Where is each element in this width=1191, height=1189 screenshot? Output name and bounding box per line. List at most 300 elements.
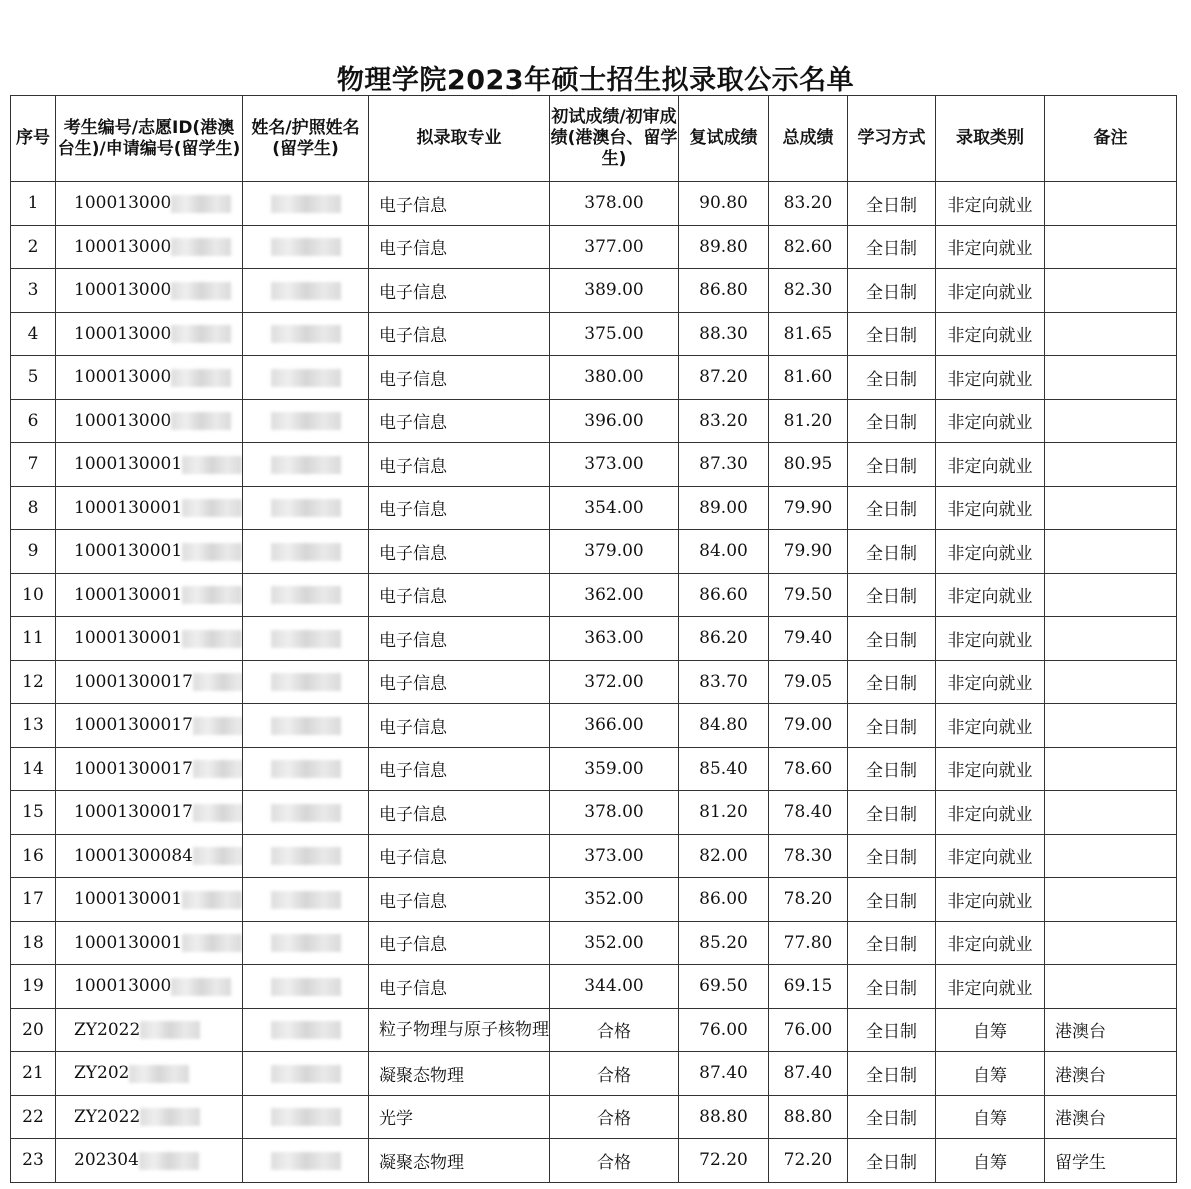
cell-prelim-score: 合格 <box>550 1008 679 1052</box>
cell-retest-score: 87.20 <box>679 356 769 400</box>
cell-retest-score: 83.20 <box>679 399 769 443</box>
cell-name-redacted <box>243 443 369 487</box>
redaction-blur <box>140 1021 200 1039</box>
cell-total-score: 79.90 <box>769 486 848 530</box>
cell-category: 非定向就业 <box>936 791 1045 835</box>
cell-major: 凝聚态物理 <box>369 1139 550 1183</box>
table-row <box>11 573 1177 617</box>
cell-prelim-score: 372.00 <box>550 660 679 704</box>
cell-candidate-id <box>56 791 243 835</box>
cell-retest-score: 90.80 <box>679 182 769 226</box>
cell-retest-score: 88.30 <box>679 312 769 356</box>
cell-total-score: 81.65 <box>769 312 848 356</box>
cell-study-mode: 全日制 <box>848 965 936 1009</box>
candidate-id-text: 100013000 <box>74 323 172 344</box>
cell-total-score: 81.60 <box>769 356 848 400</box>
cell-category: 非定向就业 <box>936 486 1045 530</box>
cell-study-mode: 全日制 <box>848 312 936 356</box>
cell-prelim-score: 373.00 <box>550 834 679 878</box>
cell-category: 非定向就业 <box>936 921 1045 965</box>
cell-name-redacted <box>243 269 369 313</box>
cell-candidate-id <box>56 660 243 704</box>
cell-name-redacted <box>243 399 369 443</box>
cell-prelim-score: 352.00 <box>550 921 679 965</box>
cell-name-redacted <box>243 1139 369 1183</box>
header-no: 序号 <box>11 96 56 182</box>
cell-candidate-id <box>56 747 243 791</box>
cell-prelim-score: 377.00 <box>550 225 679 269</box>
cell-total-score: 79.05 <box>769 660 848 704</box>
cell-total-score: 82.30 <box>769 269 848 313</box>
cell-category: 非定向就业 <box>936 530 1045 574</box>
redaction-blur <box>193 717 243 735</box>
candidate-id-text: 1000130001 <box>74 454 183 475</box>
cell-study-mode: 全日制 <box>848 617 936 661</box>
cell-category: 非定向就业 <box>936 965 1045 1009</box>
redaction-blur <box>193 847 243 865</box>
candidate-id-text: 10001300017 <box>74 671 193 692</box>
cell-total-score: 72.20 <box>769 1139 848 1183</box>
cell-total-score: 69.15 <box>769 965 848 1009</box>
cell-prelim-score: 375.00 <box>550 312 679 356</box>
cell-retest-score: 82.00 <box>679 834 769 878</box>
cell-note <box>1045 486 1177 530</box>
cell-prelim-score: 379.00 <box>550 530 679 574</box>
cell-note <box>1045 356 1177 400</box>
cell-total-score: 82.60 <box>769 225 848 269</box>
cell-study-mode: 全日制 <box>848 791 936 835</box>
header-name: 姓名/护照姓名(留学生) <box>243 96 369 182</box>
cell-no: 23 <box>11 1139 56 1183</box>
cell-retest-score: 76.00 <box>679 1008 769 1052</box>
cell-study-mode: 全日制 <box>848 660 936 704</box>
cell-major: 电子信息 <box>369 878 550 922</box>
cell-total-score: 79.40 <box>769 617 848 661</box>
cell-major: 电子信息 <box>369 573 550 617</box>
cell-no: 12 <box>11 660 56 704</box>
cell-note: 留学生 <box>1045 1139 1177 1183</box>
cell-study-mode: 全日制 <box>848 1008 936 1052</box>
cell-name-redacted <box>243 182 369 226</box>
redaction-blur <box>193 673 243 691</box>
table-row <box>11 356 1177 400</box>
cell-no: 16 <box>11 834 56 878</box>
cell-major: 电子信息 <box>369 704 550 748</box>
candidate-id-text: 10001300084 <box>74 845 193 866</box>
cell-major: 电子信息 <box>369 356 550 400</box>
cell-name-redacted <box>243 225 369 269</box>
cell-candidate-id <box>56 921 243 965</box>
cell-category: 非定向就业 <box>936 704 1045 748</box>
redaction-blur <box>271 847 341 865</box>
redaction-blur <box>271 1021 341 1039</box>
cell-category: 非定向就业 <box>936 182 1045 226</box>
candidate-id-text: 100013000 <box>74 367 172 388</box>
redaction-blur <box>271 760 341 778</box>
cell-retest-score: 84.00 <box>679 530 769 574</box>
redaction-blur <box>271 717 341 735</box>
cell-note <box>1045 878 1177 922</box>
cell-retest-score: 72.20 <box>679 1139 769 1183</box>
cell-total-score: 78.40 <box>769 791 848 835</box>
candidate-id-text: 10001300017 <box>74 715 193 736</box>
cell-retest-score: 87.40 <box>679 1052 769 1096</box>
cell-major: 电子信息 <box>369 791 550 835</box>
cell-note: 港澳台 <box>1045 1052 1177 1096</box>
cell-total-score: 79.90 <box>769 530 848 574</box>
cell-note <box>1045 965 1177 1009</box>
cell-name-redacted <box>243 1095 369 1139</box>
cell-category: 非定向就业 <box>936 443 1045 487</box>
cell-total-score: 80.95 <box>769 443 848 487</box>
table-row <box>11 1052 1177 1096</box>
cell-major: 电子信息 <box>369 660 550 704</box>
candidate-id-text: 1000130001 <box>74 932 183 953</box>
table-row <box>11 182 1177 226</box>
cell-category: 自筹 <box>936 1052 1045 1096</box>
cell-prelim-score: 396.00 <box>550 399 679 443</box>
redaction-blur <box>171 412 231 430</box>
cell-no: 5 <box>11 356 56 400</box>
cell-candidate-id <box>56 399 243 443</box>
redaction-blur <box>182 543 242 561</box>
cell-name-redacted <box>243 573 369 617</box>
cell-retest-score: 88.80 <box>679 1095 769 1139</box>
cell-study-mode: 全日制 <box>848 182 936 226</box>
cell-note <box>1045 269 1177 313</box>
cell-name-redacted <box>243 530 369 574</box>
cell-major: 电子信息 <box>369 399 550 443</box>
cell-candidate-id <box>56 878 243 922</box>
cell-no: 11 <box>11 617 56 661</box>
candidate-id-text: 10001300017 <box>74 802 193 823</box>
redaction-blur <box>271 499 341 517</box>
table-row <box>11 834 1177 878</box>
cell-no: 18 <box>11 921 56 965</box>
cell-category: 非定向就业 <box>936 573 1045 617</box>
cell-category: 非定向就业 <box>936 356 1045 400</box>
table-row <box>11 878 1177 922</box>
cell-no: 15 <box>11 791 56 835</box>
cell-retest-score: 87.30 <box>679 443 769 487</box>
cell-no: 6 <box>11 399 56 443</box>
cell-no: 2 <box>11 225 56 269</box>
table-row <box>11 486 1177 530</box>
cell-major: 凝聚态物理 <box>369 1052 550 1096</box>
cell-major: 电子信息 <box>369 921 550 965</box>
cell-prelim-score: 352.00 <box>550 878 679 922</box>
cell-prelim-score: 378.00 <box>550 791 679 835</box>
cell-major: 电子信息 <box>369 747 550 791</box>
table-row <box>11 1008 1177 1052</box>
header-major: 拟录取专业 <box>369 96 550 182</box>
cell-name-redacted <box>243 312 369 356</box>
cell-no: 14 <box>11 747 56 791</box>
cell-candidate-id <box>56 443 243 487</box>
redaction-blur <box>171 325 231 343</box>
cell-retest-score: 84.80 <box>679 704 769 748</box>
cell-total-score: 76.00 <box>769 1008 848 1052</box>
table-row <box>11 225 1177 269</box>
cell-study-mode: 全日制 <box>848 747 936 791</box>
cell-study-mode: 全日制 <box>848 399 936 443</box>
candidate-id-text: ZY2022 <box>74 1106 141 1127</box>
cell-major: 电子信息 <box>369 486 550 530</box>
cell-category: 自筹 <box>936 1095 1045 1139</box>
cell-candidate-id <box>56 704 243 748</box>
cell-note <box>1045 443 1177 487</box>
cell-prelim-score: 362.00 <box>550 573 679 617</box>
redaction-blur <box>271 673 341 691</box>
header-total-score: 总成绩 <box>769 96 848 182</box>
cell-total-score: 87.40 <box>769 1052 848 1096</box>
cell-major: 电子信息 <box>369 443 550 487</box>
cell-prelim-score: 389.00 <box>550 269 679 313</box>
cell-no: 19 <box>11 965 56 1009</box>
cell-prelim-score: 354.00 <box>550 486 679 530</box>
cell-major: 粒子物理与原子核物理 <box>369 1008 550 1052</box>
redaction-blur <box>182 891 242 909</box>
cell-total-score: 78.30 <box>769 834 848 878</box>
redaction-blur <box>271 456 341 474</box>
cell-no: 17 <box>11 878 56 922</box>
candidate-id-text: 100013000 <box>74 976 172 997</box>
cell-note <box>1045 573 1177 617</box>
header-category: 录取类别 <box>936 96 1045 182</box>
cell-category: 非定向就业 <box>936 312 1045 356</box>
cell-candidate-id <box>56 182 243 226</box>
cell-no: 10 <box>11 573 56 617</box>
cell-prelim-score: 344.00 <box>550 965 679 1009</box>
cell-category: 非定向就业 <box>936 399 1045 443</box>
cell-name-redacted <box>243 965 369 1009</box>
cell-major: 电子信息 <box>369 182 550 226</box>
table-row <box>11 443 1177 487</box>
cell-name-redacted <box>243 617 369 661</box>
cell-study-mode: 全日制 <box>848 356 936 400</box>
cell-total-score: 78.20 <box>769 878 848 922</box>
cell-retest-score: 86.20 <box>679 617 769 661</box>
cell-note <box>1045 182 1177 226</box>
table-row <box>11 704 1177 748</box>
redaction-blur <box>171 282 231 300</box>
redaction-blur <box>271 934 341 952</box>
redaction-blur <box>271 891 341 909</box>
cell-note <box>1045 921 1177 965</box>
candidate-id-text: 1000130001 <box>74 497 183 518</box>
redaction-blur <box>182 630 242 648</box>
table-row <box>11 965 1177 1009</box>
candidate-id-text: 10001300017 <box>74 758 193 779</box>
table-row <box>11 1095 1177 1139</box>
header-note: 备注 <box>1045 96 1177 182</box>
cell-retest-score: 83.70 <box>679 660 769 704</box>
redaction-blur <box>271 1152 341 1170</box>
cell-no: 20 <box>11 1008 56 1052</box>
cell-study-mode: 全日制 <box>848 878 936 922</box>
admission-table <box>10 95 1177 1183</box>
candidate-id-text: ZY202 <box>74 1063 130 1084</box>
cell-study-mode: 全日制 <box>848 1139 936 1183</box>
candidate-id-text: 202304 <box>74 1150 139 1171</box>
cell-no: 22 <box>11 1095 56 1139</box>
cell-note <box>1045 660 1177 704</box>
cell-name-redacted <box>243 704 369 748</box>
cell-name-redacted <box>243 356 369 400</box>
candidate-id-text: 1000130001 <box>74 628 183 649</box>
cell-retest-score: 86.00 <box>679 878 769 922</box>
cell-study-mode: 全日制 <box>848 1095 936 1139</box>
candidate-id-text: 1000130001 <box>74 889 183 910</box>
table-row <box>11 617 1177 661</box>
redaction-blur <box>171 195 231 213</box>
cell-retest-score: 86.80 <box>679 269 769 313</box>
table-row <box>11 791 1177 835</box>
cell-prelim-score: 380.00 <box>550 356 679 400</box>
cell-total-score: 81.20 <box>769 399 848 443</box>
cell-study-mode: 全日制 <box>848 443 936 487</box>
redaction-blur <box>271 630 341 648</box>
header-study-mode: 学习方式 <box>848 96 936 182</box>
cell-prelim-score: 366.00 <box>550 704 679 748</box>
redaction-blur <box>139 1152 199 1170</box>
cell-major: 电子信息 <box>369 834 550 878</box>
redaction-blur <box>171 369 231 387</box>
header-prelim-score: 初试成绩/初审成绩(港澳台、留学生) <box>550 96 679 182</box>
table-row <box>11 747 1177 791</box>
cell-candidate-id <box>56 573 243 617</box>
cell-note <box>1045 312 1177 356</box>
cell-study-mode: 全日制 <box>848 573 936 617</box>
cell-no: 4 <box>11 312 56 356</box>
cell-prelim-score: 363.00 <box>550 617 679 661</box>
candidate-id-text: 100013000 <box>74 410 172 431</box>
table-row <box>11 399 1177 443</box>
cell-category: 非定向就业 <box>936 660 1045 704</box>
redaction-blur <box>171 238 231 256</box>
cell-candidate-id <box>56 1095 243 1139</box>
cell-retest-score: 69.50 <box>679 965 769 1009</box>
cell-retest-score: 85.20 <box>679 921 769 965</box>
cell-total-score: 77.80 <box>769 921 848 965</box>
cell-study-mode: 全日制 <box>848 269 936 313</box>
cell-retest-score: 85.40 <box>679 747 769 791</box>
page-title: 物理学院2023年硕士招生拟录取公示名单 <box>336 65 855 96</box>
redaction-blur <box>271 586 341 604</box>
cell-total-score: 78.60 <box>769 747 848 791</box>
cell-no: 8 <box>11 486 56 530</box>
cell-name-redacted <box>243 1008 369 1052</box>
cell-category: 自筹 <box>936 1139 1045 1183</box>
header-retest-score: 复试成绩 <box>679 96 769 182</box>
cell-note <box>1045 399 1177 443</box>
redaction-blur <box>271 1108 341 1126</box>
cell-candidate-id <box>56 356 243 400</box>
cell-major: 电子信息 <box>369 530 550 574</box>
cell-retest-score: 86.60 <box>679 573 769 617</box>
redaction-blur <box>129 1065 189 1083</box>
redaction-blur <box>271 238 341 256</box>
cell-category: 非定向就业 <box>936 834 1045 878</box>
redaction-blur <box>193 760 243 778</box>
cell-study-mode: 全日制 <box>848 225 936 269</box>
candidate-id-text: 1000130001 <box>74 584 183 605</box>
table-row <box>11 1139 1177 1183</box>
cell-prelim-score: 合格 <box>550 1139 679 1183</box>
redaction-blur <box>140 1108 200 1126</box>
cell-prelim-score: 合格 <box>550 1095 679 1139</box>
table-row <box>11 269 1177 313</box>
candidate-id-text: 100013000 <box>74 280 172 301</box>
candidate-id-text: 1000130001 <box>74 541 183 562</box>
cell-note <box>1045 834 1177 878</box>
cell-study-mode: 全日制 <box>848 834 936 878</box>
redaction-blur <box>271 804 341 822</box>
redaction-blur <box>271 412 341 430</box>
cell-no: 7 <box>11 443 56 487</box>
cell-major: 电子信息 <box>369 225 550 269</box>
cell-name-redacted <box>243 486 369 530</box>
cell-name-redacted <box>243 660 369 704</box>
cell-retest-score: 89.00 <box>679 486 769 530</box>
cell-note <box>1045 530 1177 574</box>
candidate-id-text: ZY2022 <box>74 1019 141 1040</box>
header-row <box>11 96 1177 182</box>
redaction-blur <box>271 543 341 561</box>
cell-note <box>1045 617 1177 661</box>
cell-prelim-score: 359.00 <box>550 747 679 791</box>
cell-candidate-id <box>56 486 243 530</box>
cell-study-mode: 全日制 <box>848 486 936 530</box>
cell-category: 非定向就业 <box>936 878 1045 922</box>
redaction-blur <box>271 978 341 996</box>
cell-candidate-id <box>56 225 243 269</box>
cell-name-redacted <box>243 878 369 922</box>
cell-category: 自筹 <box>936 1008 1045 1052</box>
table-row <box>11 312 1177 356</box>
cell-total-score: 79.00 <box>769 704 848 748</box>
cell-retest-score: 81.20 <box>679 791 769 835</box>
cell-prelim-score: 合格 <box>550 1052 679 1096</box>
candidate-id-text: 100013000 <box>74 193 172 214</box>
cell-candidate-id <box>56 617 243 661</box>
cell-candidate-id <box>56 269 243 313</box>
cell-category: 非定向就业 <box>936 225 1045 269</box>
cell-total-score: 88.80 <box>769 1095 848 1139</box>
cell-no: 3 <box>11 269 56 313</box>
table-row <box>11 660 1177 704</box>
cell-note <box>1045 747 1177 791</box>
cell-major: 电子信息 <box>369 965 550 1009</box>
cell-candidate-id <box>56 1139 243 1183</box>
cell-no: 21 <box>11 1052 56 1096</box>
cell-name-redacted <box>243 791 369 835</box>
redaction-blur <box>171 978 231 996</box>
cell-candidate-id <box>56 965 243 1009</box>
cell-prelim-score: 373.00 <box>550 443 679 487</box>
cell-category: 非定向就业 <box>936 269 1045 313</box>
cell-note: 港澳台 <box>1045 1095 1177 1139</box>
table-row <box>11 530 1177 574</box>
cell-note <box>1045 791 1177 835</box>
cell-study-mode: 全日制 <box>848 704 936 748</box>
redaction-blur <box>182 934 242 952</box>
cell-note <box>1045 225 1177 269</box>
cell-category: 非定向就业 <box>936 617 1045 661</box>
cell-name-redacted <box>243 921 369 965</box>
cell-no: 1 <box>11 182 56 226</box>
cell-candidate-id <box>56 312 243 356</box>
